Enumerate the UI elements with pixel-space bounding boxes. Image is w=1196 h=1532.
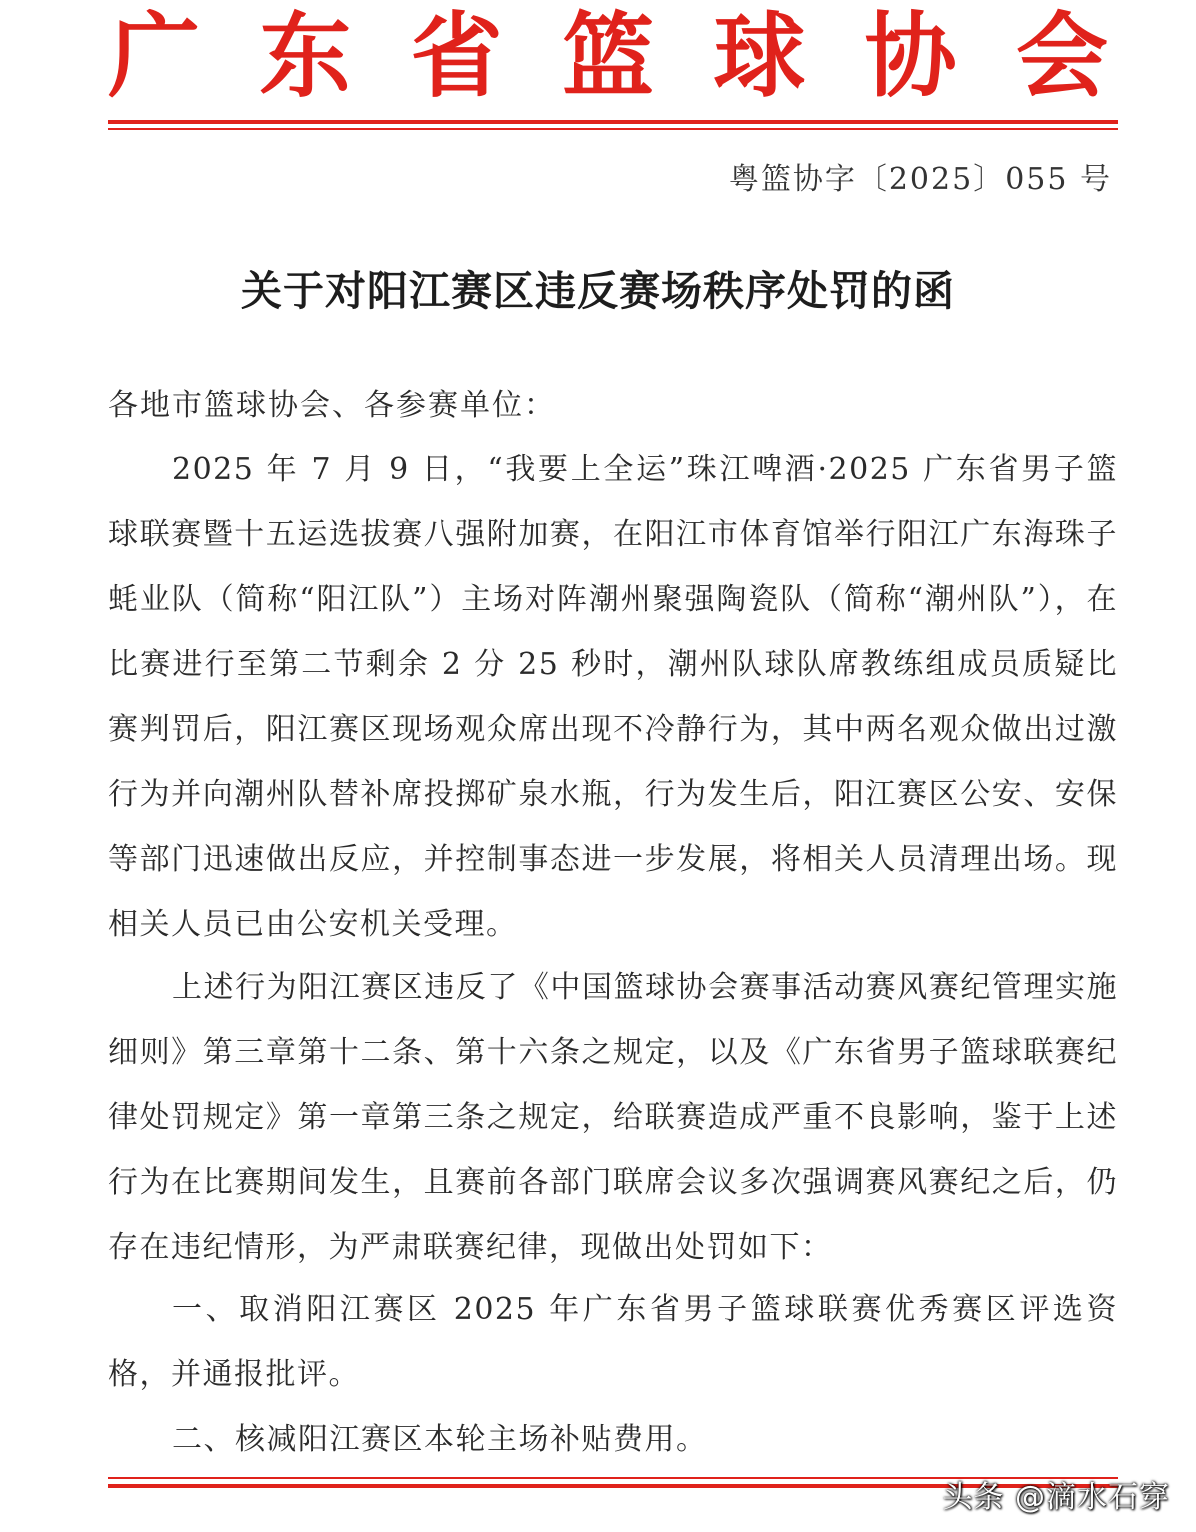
org-masthead [108, 2, 1108, 112]
masthead-char: 篮 [561, 3, 654, 110]
masthead-char: 会 [1015, 3, 1108, 110]
penalty-item-2: 二、核减阳江赛区本轮主场补贴费用。 [172, 1422, 708, 1457]
body-paragraph-violation: 上述行为阳江赛区违反了《中国篮球协会赛事活动赛风赛纪管理实施细则》第三章第十二条、第十六条之规定，以及《广东省男子篮球联赛纪律处罚规定》第一章第三条之规定，给联赛造成严重不良影响，鉴于上述行为在比赛期间发生，且赛前各部门联席会议多次强调赛风赛纪之后，仍存在违纪情形，为严肃联赛纪律，现做出处罚如下： [108, 970, 1118, 1265]
masthead-char: 协 [864, 3, 957, 110]
penalty-item-1: 一、取消阳江赛区 2025 年广东省男子篮球联赛优秀赛区评选资格，并通报批评。 [108, 1292, 1118, 1392]
masthead-divider-thick [108, 120, 1118, 124]
masthead-char: 广 [108, 3, 201, 110]
document-title: 关于对阳江赛区违反赛场秩序处罚的函 [241, 267, 955, 315]
masthead-divider-thin [108, 128, 1118, 130]
masthead-char: 东 [259, 3, 352, 110]
masthead-char: 球 [713, 3, 806, 110]
body-paragraph-incident: 2025 年 7 月 9 日，“我要上全运”珠江啤酒·2025 广东省男子篮球联赛暨十五运选拔赛八强附加赛，在阳江市体育馆举行阳江广东海珠子蚝业队（简称“阳江队”）主场对阵潮州聚强陶瓷队（简称“潮州队”），在比赛进行至第二节剩余 2 分 25 秒时，潮州队球队席教练组成员质疑比赛判罚后，阳江赛区现场观众席出现不冷静行为，其中两名观众做出过激行为并向潮州队替补席投掷矿泉水瓶，行为发生后，阳江赛区公安、安保等部门迅速做出反应，并控制事态进一步发展，将相关人员清理出场。现相关人员已由公安机关受理。 [108, 452, 1118, 942]
document-number: 粤篮协字〔2025〕055 号 [728, 162, 1112, 197]
source-watermark: 头条 @滴水石穿 [942, 1480, 1170, 1515]
salutation: 各地市篮球协会、各参赛单位： [108, 388, 556, 423]
masthead-char: 省 [410, 3, 503, 110]
